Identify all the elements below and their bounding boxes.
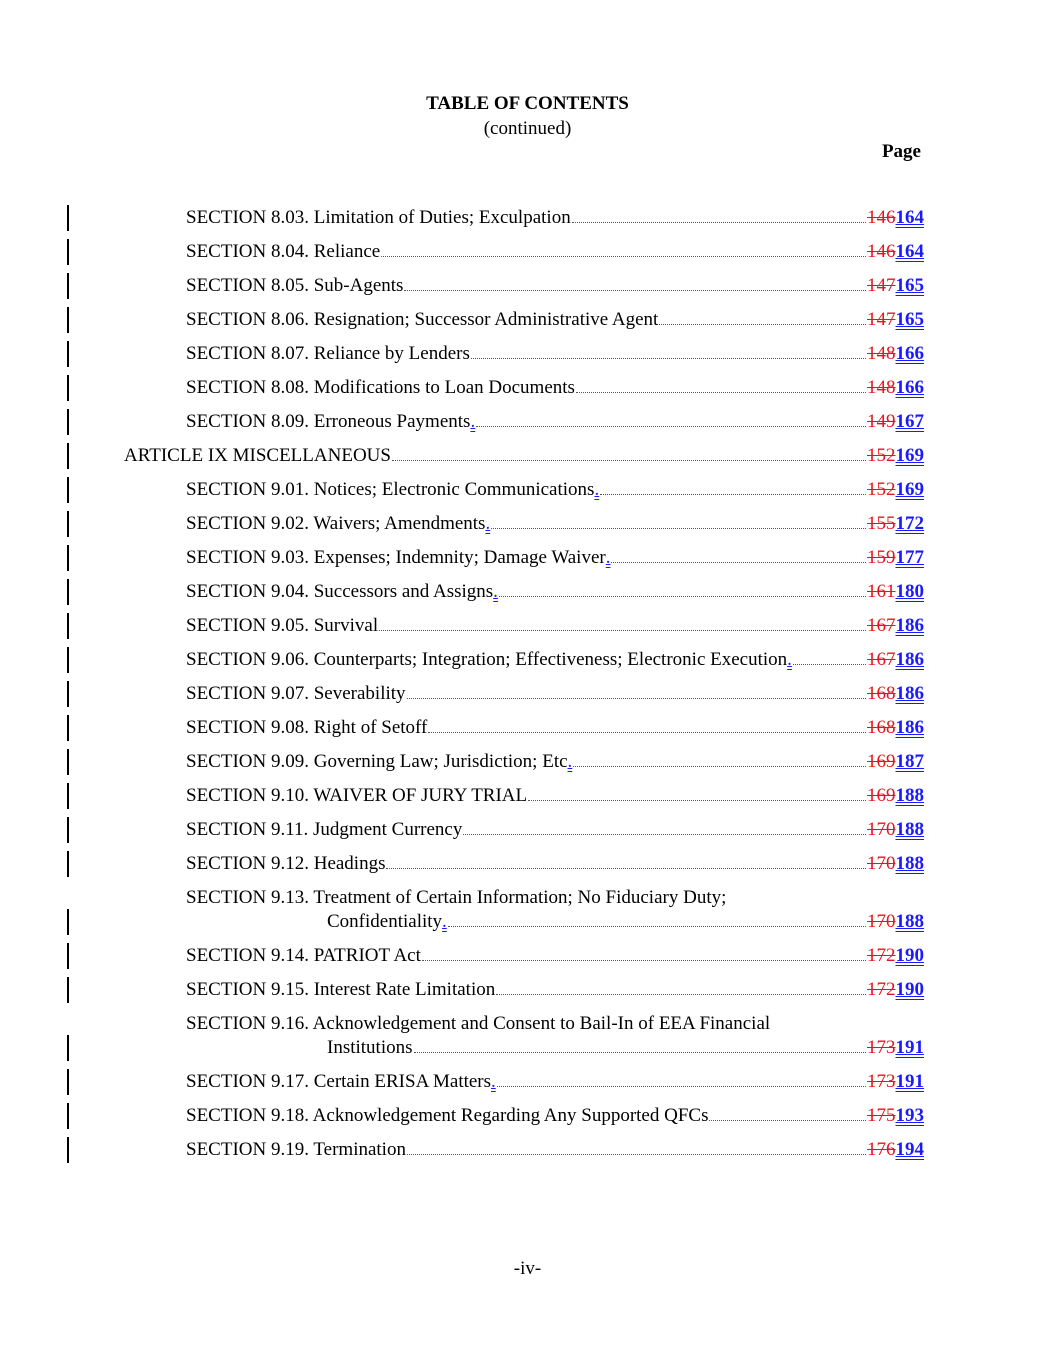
change-bar [67, 511, 69, 537]
toc-section-entry[interactable] [0, 852, 1055, 876]
toc-section-entry[interactable] [0, 784, 1055, 808]
inserted-page-number[interactable]: 186 [895, 683, 924, 704]
toc-section-entry[interactable] [0, 978, 1055, 1002]
change-bar [67, 613, 69, 639]
entry-title: SECTION 9.19. Termination [186, 1139, 406, 1160]
dot-leader [499, 595, 866, 597]
entry-title: SECTION 9.12. Headings [186, 853, 386, 874]
deleted-page-number: 148 [867, 377, 896, 398]
entry-title: SECTION 9.01. Notices; Electronic Communications [186, 479, 595, 500]
toc-section-entry[interactable] [0, 1104, 1055, 1128]
toc-section-entry[interactable] [0, 308, 1055, 332]
inserted-page-number[interactable]: 165 [895, 309, 924, 330]
dot-leader [379, 629, 866, 631]
entry-title: SECTION 9.08. Right of Setoff [186, 717, 428, 738]
entry-title: Confidentiality [327, 911, 443, 932]
inserted-period: . [493, 581, 498, 602]
dot-leader [386, 867, 866, 869]
inserted-page-number[interactable]: 172 [895, 513, 924, 534]
inserted-page-number[interactable]: 186 [895, 615, 924, 636]
entry-title: SECTION 8.07. Reliance by Lenders [186, 343, 470, 364]
toc-section-entry[interactable] [0, 886, 1055, 934]
deleted-page-number: 148 [867, 343, 896, 364]
dot-leader [573, 765, 866, 767]
deleted-page-number: 168 [867, 717, 896, 738]
entry-title: SECTION 9.02. Waivers; Amendments [186, 513, 486, 534]
deleted-page-number: 173 [867, 1071, 896, 1092]
entry-title: SECTION 8.05. Sub-Agents [186, 275, 404, 296]
deleted-page-number: 170 [867, 911, 896, 932]
toc-section-entry[interactable] [0, 580, 1055, 604]
entry-title: SECTION 8.06. Resignation; Successor Administrative Agent [186, 309, 659, 330]
toc-section-entry[interactable] [0, 240, 1055, 264]
toc-section-entry[interactable] [0, 648, 1055, 672]
entry-title: Institutions [327, 1037, 413, 1058]
deleted-page-number: 168 [867, 683, 896, 704]
change-bar [67, 579, 69, 605]
dot-leader [576, 391, 866, 393]
inserted-page-number[interactable]: 167 [895, 411, 924, 432]
entry-title: SECTION 9.16. Acknowledgement and Consent to Bail-In of EEA Financial [186, 1013, 771, 1034]
inserted-page-number[interactable]: 190 [895, 945, 924, 966]
dot-leader [407, 1153, 866, 1155]
toc-section-entry[interactable] [0, 944, 1055, 968]
inserted-period: . [594, 479, 600, 500]
entry-title: SECTION 9.03. Expenses; Indemnity; Damage Waiver [186, 547, 606, 568]
dot-leader [611, 561, 866, 563]
toc-section-entry[interactable] [0, 716, 1055, 740]
dot-leader [709, 1119, 866, 1121]
inserted-page-number[interactable]: 180 [895, 581, 924, 602]
toc-section-entry[interactable] [0, 614, 1055, 638]
entry-title: SECTION 9.04. Successors and Assigns [186, 581, 494, 602]
deleted-page-number: 176 [867, 1139, 896, 1160]
entry-title: ARTICLE IX MISCELLANEOUS [124, 445, 391, 466]
dot-leader [497, 1085, 866, 1087]
entry-title: SECTION 9.09. Governing Law; Jurisdiction; Etc [186, 751, 568, 772]
entry-title: SECTION 8.08. Modifications to Loan Documents [186, 377, 575, 398]
toc-section-entry[interactable] [0, 1012, 1055, 1060]
inserted-period: . [605, 547, 611, 568]
dot-leader [572, 221, 866, 223]
change-bar [67, 1069, 69, 1095]
change-bar [67, 647, 69, 673]
deleted-page-number: 172 [867, 979, 896, 1000]
toc-article-entry[interactable] [0, 444, 1055, 468]
change-bar [67, 1035, 69, 1061]
deleted-page-number: 159 [867, 547, 896, 568]
change-bar [67, 1103, 69, 1129]
change-bar [67, 273, 69, 299]
dot-leader [381, 255, 866, 257]
entry-title: SECTION 8.09. Erroneous Payments [186, 411, 471, 432]
inserted-page-number[interactable]: 187 [895, 751, 924, 772]
deleted-page-number: 146 [867, 207, 896, 228]
inserted-page-number[interactable]: 188 [895, 853, 924, 874]
dot-leader [463, 833, 866, 835]
deleted-page-number: 152 [867, 479, 896, 500]
change-bar [67, 977, 69, 1003]
dot-leader [496, 993, 866, 995]
dot-leader [422, 959, 866, 961]
inserted-page-number[interactable]: 177 [895, 547, 924, 568]
entry-title: SECTION 8.03. Limitation of Duties; Exculpation [186, 207, 571, 228]
inserted-period: . [787, 649, 792, 670]
toc-section-entry[interactable] [0, 682, 1055, 706]
dot-leader [428, 731, 866, 733]
entry-title: SECTION 9.06. Counterparts; Integration; Effectiveness; Electronic Execution [186, 649, 788, 670]
dot-leader [404, 289, 866, 291]
inserted-page-number[interactable]: 166 [895, 377, 924, 398]
toc-title: TABLE OF CONTENTS [426, 93, 629, 114]
dot-leader [471, 357, 866, 359]
inserted-page-number[interactable]: 190 [895, 979, 924, 1000]
change-bar [67, 749, 69, 775]
change-bar [67, 341, 69, 367]
entry-title: SECTION 9.18. Acknowledgement Regarding Any Supported QFCs [186, 1105, 709, 1126]
inserted-page-number[interactable]: 194 [895, 1139, 924, 1160]
deleted-page-number: 175 [867, 1105, 896, 1126]
entry-title: SECTION 9.10. WAIVER OF JURY TRIAL [186, 785, 528, 806]
change-bar [67, 681, 69, 707]
inserted-page-number[interactable]: 165 [895, 275, 924, 296]
dot-leader [448, 925, 866, 927]
page-number: -iv- [513, 1258, 542, 1279]
deleted-page-number: 146 [867, 241, 896, 262]
change-bar [67, 205, 69, 231]
inserted-page-number[interactable]: 193 [895, 1105, 924, 1126]
dot-leader [392, 459, 866, 461]
inserted-period: . [470, 411, 476, 432]
inserted-page-number[interactable]: 188 [895, 785, 924, 806]
deleted-page-number: 155 [867, 513, 896, 534]
toc-section-entry[interactable] [0, 750, 1055, 774]
inserted-period: . [485, 513, 491, 534]
dot-leader [407, 697, 866, 699]
inserted-page-number[interactable]: 186 [895, 649, 924, 670]
inserted-page-number[interactable]: 188 [895, 911, 924, 932]
deleted-page-number: 167 [867, 615, 896, 636]
entry-title: SECTION 9.15. Interest Rate Limitation [186, 979, 496, 1000]
change-bar [67, 1137, 69, 1163]
toc-section-entry[interactable] [0, 512, 1055, 536]
dot-leader [476, 425, 866, 427]
dot-leader [793, 663, 866, 665]
inserted-page-number[interactable]: 191 [895, 1071, 924, 1092]
toc-section-entry[interactable] [0, 1070, 1055, 1094]
change-bar [67, 545, 69, 571]
inserted-page-number[interactable]: 186 [895, 717, 924, 738]
deleted-page-number: 170 [867, 853, 896, 874]
dot-leader [528, 799, 866, 801]
dot-leader [414, 1051, 866, 1053]
change-bar [67, 851, 69, 877]
entry-title: SECTION 9.05. Survival [186, 615, 379, 636]
inserted-page-number[interactable]: 164 [895, 207, 924, 228]
change-bar [67, 375, 69, 401]
inserted-page-number[interactable]: 191 [895, 1037, 924, 1058]
deleted-page-number: 167 [867, 649, 896, 670]
change-bar [67, 909, 69, 935]
toc-section-entry[interactable] [0, 818, 1055, 842]
change-bar [67, 783, 69, 809]
toc-section-entry[interactable] [0, 206, 1055, 230]
inserted-period: . [491, 1071, 496, 1092]
inserted-page-number[interactable]: 169 [895, 445, 924, 466]
deleted-page-number: 173 [867, 1037, 896, 1058]
deleted-page-number: 169 [867, 751, 896, 772]
toc-subtitle: (continued) [483, 118, 572, 139]
change-bar [67, 307, 69, 333]
change-bar [67, 715, 69, 741]
dot-leader [659, 323, 866, 325]
entry-title: SECTION 9.17. Certain ERISA Matters [186, 1071, 492, 1092]
deleted-page-number: 161 [867, 581, 896, 602]
page-column-label: Page [881, 141, 921, 162]
inserted-period: . [567, 751, 573, 772]
inserted-page-number[interactable]: 166 [895, 343, 924, 364]
toc-section-entry[interactable] [0, 342, 1055, 366]
change-bar [67, 477, 69, 503]
toc-section-entry[interactable] [0, 410, 1055, 434]
toc-section-entry[interactable] [0, 546, 1055, 570]
change-bar [67, 443, 69, 469]
inserted-page-number[interactable]: 188 [895, 819, 924, 840]
entry-title: SECTION 9.14. PATRIOT Act [186, 945, 421, 966]
inserted-page-number[interactable]: 164 [895, 241, 924, 262]
toc-section-entry[interactable] [0, 478, 1055, 502]
deleted-page-number: 149 [867, 411, 896, 432]
toc-list [0, 206, 1055, 1172]
toc-section-entry[interactable] [0, 1138, 1055, 1162]
deleted-page-number: 152 [867, 445, 896, 466]
toc-section-entry[interactable] [0, 376, 1055, 400]
dot-leader [600, 493, 866, 495]
entry-title: SECTION 8.04. Reliance [186, 241, 381, 262]
entry-title: SECTION 9.13. Treatment of Certain Information; No Fiduciary Duty; [186, 887, 727, 908]
toc-section-entry[interactable] [0, 274, 1055, 298]
deleted-page-number: 147 [867, 275, 896, 296]
change-bar [67, 409, 69, 435]
inserted-period: . [442, 911, 447, 932]
deleted-page-number: 170 [867, 819, 896, 840]
change-bar [67, 943, 69, 969]
deleted-page-number: 147 [867, 309, 896, 330]
deleted-page-number: 169 [867, 785, 896, 806]
change-bar [67, 817, 69, 843]
entry-title: SECTION 9.07. Severability [186, 683, 406, 704]
deleted-page-number: 172 [867, 945, 896, 966]
inserted-page-number[interactable]: 169 [895, 479, 924, 500]
change-bar [67, 239, 69, 265]
dot-leader [491, 527, 866, 529]
entry-title: SECTION 9.11. Judgment Currency [186, 819, 463, 840]
